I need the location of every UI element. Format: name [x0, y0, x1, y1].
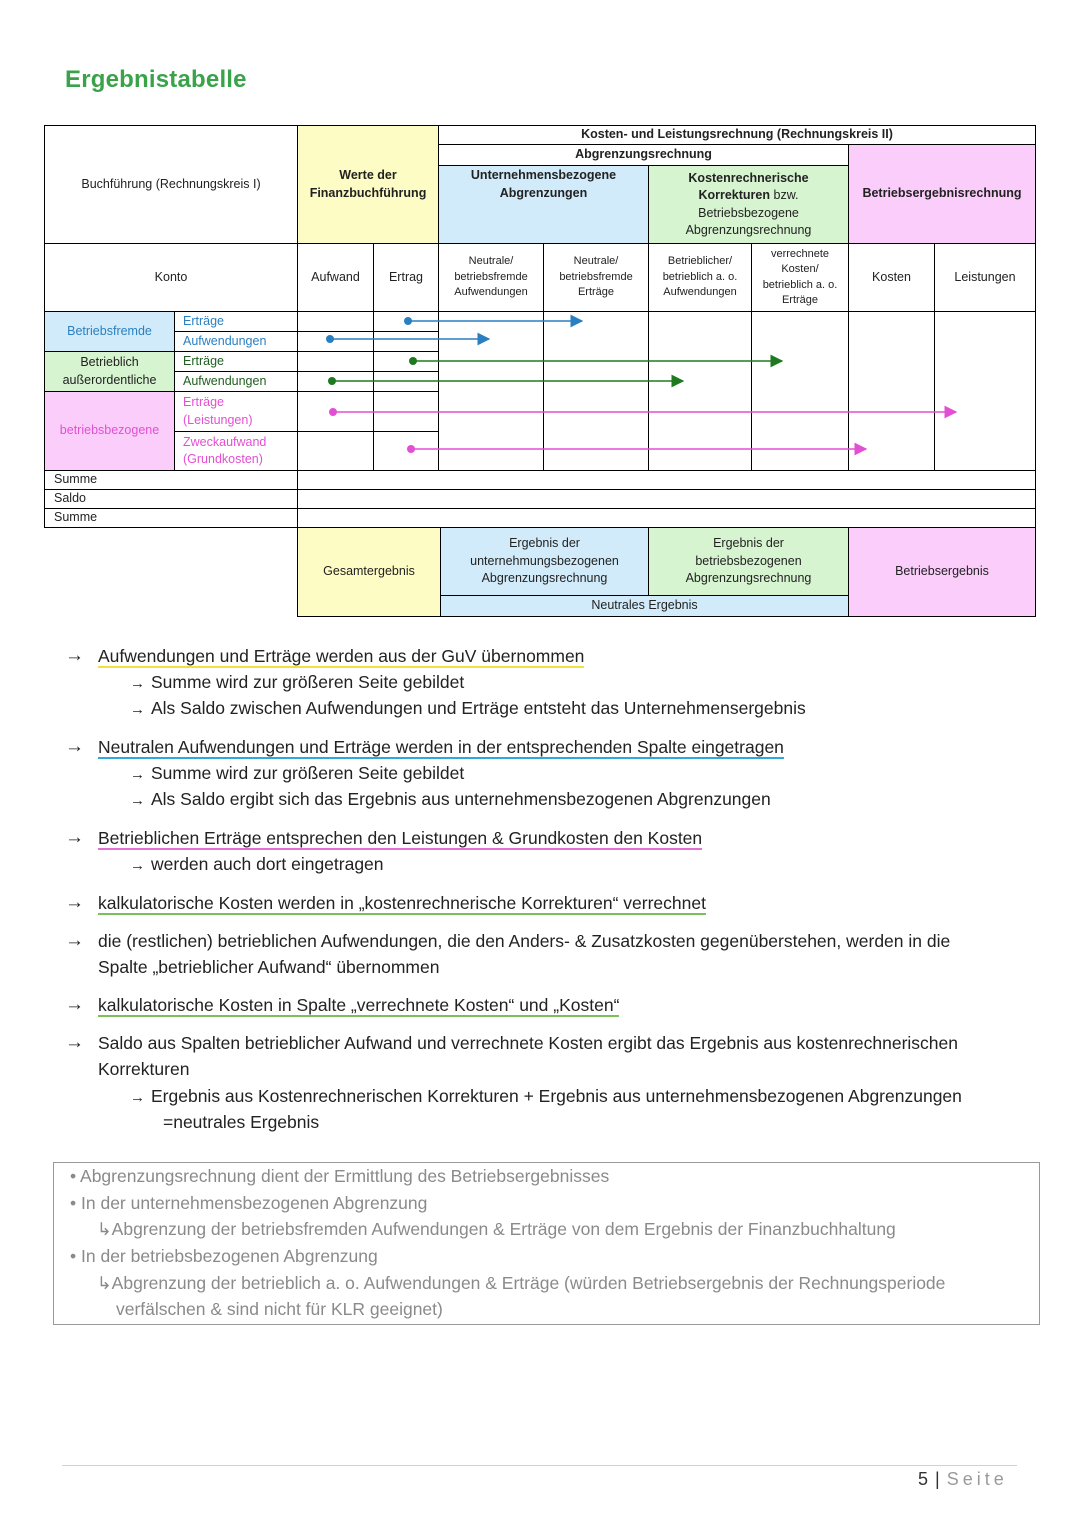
arrow-right-icon: →: [130, 857, 145, 874]
note-heading: Betrieblichen Erträge entsprechen den Leistungen & Grundkosten den Kosten: [98, 828, 703, 848]
header-aufwand: Aufwand: [297, 243, 374, 312]
result-gesamtergebnis: Gesamtergebnis: [297, 527, 441, 617]
arrow-right-icon: →: [130, 701, 145, 718]
header-neutrale-ertraege: Neutrale/ betriebsfremde Erträge: [543, 243, 649, 312]
result-unternehmensbezogen: Ergebnis der unternehmungsbezogenen Abgrenzungsrechnung: [440, 527, 649, 596]
note-heading: kalkulatorische Kosten werden in „kostenrechnerische Korrekturen“ verrechnet: [98, 893, 706, 913]
note-heading: Neutralen Aufwendungen und Erträge werden in der entsprechenden Spalte eingetragen: [98, 737, 784, 757]
row-label-ertraege: Erträge: [174, 311, 298, 332]
header-abgrenzung: Abgrenzungsrechnung: [438, 144, 849, 166]
return-arrow-icon: ↳: [97, 1273, 112, 1293]
summary-sub: ↳Abgrenzung der betriebsfremden Aufwendungen & Erträge von dem Ergebnis der Finanzbuchhaltung: [97, 1219, 896, 1239]
arrow-betriebsfremde-aufwendungen: [326, 335, 489, 343]
arrow-right-icon: →: [65, 994, 84, 1015]
arrow-betriebsbezogen-zweckaufwand: [407, 445, 866, 453]
row-group-betriebsfremde: Betriebsfremde: [44, 311, 175, 352]
note-sub: → Ergebnis aus Kostenrechnerischen Korrekturen + Ergebnis aus unternehmensbezogenen Abgrenzungen: [130, 1086, 962, 1106]
note-sub: → werden auch dort eingetragen: [130, 854, 384, 874]
header-unternehmensbezogen: Unternehmensbezogene Abgrenzungen: [438, 165, 649, 244]
arrow-right-icon: →: [65, 736, 84, 757]
note-sub: → Als Saldo zwischen Aufwendungen und Erträge entsteht das Unternehmensergebnis: [130, 698, 806, 718]
header-verrechnete-kosten: verrechnete Kosten/ betrieblich a. o. Erträge: [751, 243, 849, 312]
header-leistungen: Leistungen: [934, 243, 1036, 312]
arrow-right-icon: →: [65, 827, 84, 848]
arrow-right-icon: →: [65, 1032, 84, 1053]
note-heading: Saldo aus Spalten betrieblicher Aufwand und verrechnete Kosten ergibt das Ergebnis aus kostenrechnerischen Korrekturen: [98, 1033, 958, 1079]
row-summe: Summe: [44, 508, 298, 528]
row-label-aufwendungen: Aufwendungen: [174, 331, 298, 352]
arrow-right-icon: →: [65, 645, 84, 666]
page-title: Ergebnistabelle: [65, 66, 247, 93]
result-neutrales-ergebnis: Neutrales Ergebnis: [440, 595, 849, 617]
arrow-betriebsfremde-ertraege: [404, 317, 582, 325]
note-sub: → Summe wird zur größeren Seite gebildet: [130, 763, 465, 783]
header-neutrale-aufwendungen: Neutrale/ betriebsfremde Aufwendungen: [438, 243, 544, 312]
note-heading: Aufwendungen und Erträge werden aus der GuV übernommen: [98, 646, 585, 666]
result-betriebsbezogen: Ergebnis der betriebsbezogenen Abgrenzungsrechnung: [648, 527, 849, 596]
arrow-right-icon: →: [130, 766, 145, 783]
note-heading: die (restlichen) betrieblichen Aufwendungen, die den Anders- & Zusatzkosten gegenüberstehen, werden in die Spalte „betrieblicher Aufwand“ übernommen: [98, 931, 951, 977]
row-label-zweckaufwand: Zweckaufwand (Grundkosten): [174, 431, 298, 471]
arrow-right-icon: →: [130, 675, 145, 692]
header-kostenrechnerisch: Kostenrechnerische Korrekturen bzw. Betriebsbezogene Abgrenzungsrechnung: [648, 165, 849, 244]
header-kosten: Kosten: [848, 243, 935, 312]
page-number: 5 | Seite: [918, 1469, 1008, 1489]
header-werte: Werte der Finanzbuchführung: [297, 125, 439, 244]
header-betriebliche-aufwendungen: Betrieblicher/ betrieblich a. o. Aufwendungen: [648, 243, 752, 312]
row-summe: Summe: [44, 470, 298, 490]
note-heading: kalkulatorische Kosten in Spalte „verrechnete Kosten“ und „Kosten“: [98, 995, 620, 1015]
note-sub-continued: =neutrales Ergebnis: [163, 1112, 320, 1132]
arrow-ausserordentlich-ertraege: [409, 357, 782, 365]
header-konto: Konto: [44, 243, 298, 312]
summary-sub-continued: verfälschen & sind nicht für KLR geeignet): [116, 1299, 443, 1319]
row-group-betriebsbezogene: betriebsbezogene: [44, 391, 175, 471]
arrow-betriebsbezogen-ertraege: [329, 408, 956, 416]
note-sub: → Als Saldo ergibt sich das Ergebnis aus unternehmensbezogenen Abgrenzungen: [130, 789, 771, 809]
summary-bullet: • Abgrenzungsrechnung dient der Ermittlung des Betriebsergebnisses: [70, 1166, 610, 1186]
return-arrow-icon: ↳: [97, 1219, 112, 1239]
row-label-ertraege-leistungen: Erträge (Leistungen): [174, 391, 298, 432]
row-saldo: Saldo: [44, 489, 298, 509]
result-betriebsergebnis: Betriebsergebnis: [848, 527, 1036, 617]
summary-bullet: • In der unternehmensbezogenen Abgrenzung: [70, 1193, 428, 1213]
note-sub: → Summe wird zur größeren Seite gebildet: [130, 672, 465, 692]
footer-divider: [62, 1465, 1017, 1466]
row-label-ertraege: Erträge: [174, 351, 298, 372]
arrow-right-icon: →: [65, 930, 84, 951]
row-label-aufwendungen: Aufwendungen: [174, 371, 298, 392]
arrow-right-icon: →: [130, 1089, 145, 1106]
header-ertrag: Ertrag: [373, 243, 439, 312]
summary-sub: ↳Abgrenzung der betrieblich a. o. Aufwendungen & Erträge (würden Betriebsergebnis der Rechnungsperiode: [97, 1273, 946, 1293]
summary-bullet: • In der betriebsbezogenen Abgrenzung: [70, 1246, 378, 1266]
arrow-ausserordentlich-aufwendungen: [328, 377, 683, 385]
arrow-right-icon: →: [65, 892, 84, 913]
header-betriebsergebnisrechnung: Betriebsergebnisrechnung: [848, 144, 1036, 244]
arrow-right-icon: →: [130, 792, 145, 809]
header-buchfuehrung: Buchführung (Rechnungskreis I): [44, 125, 298, 244]
header-klr: Kosten- und Leistungsrechnung (Rechnungskreis II): [438, 125, 1036, 145]
row-group-ausserordentlich: Betrieblich außerordentliche: [44, 351, 175, 392]
